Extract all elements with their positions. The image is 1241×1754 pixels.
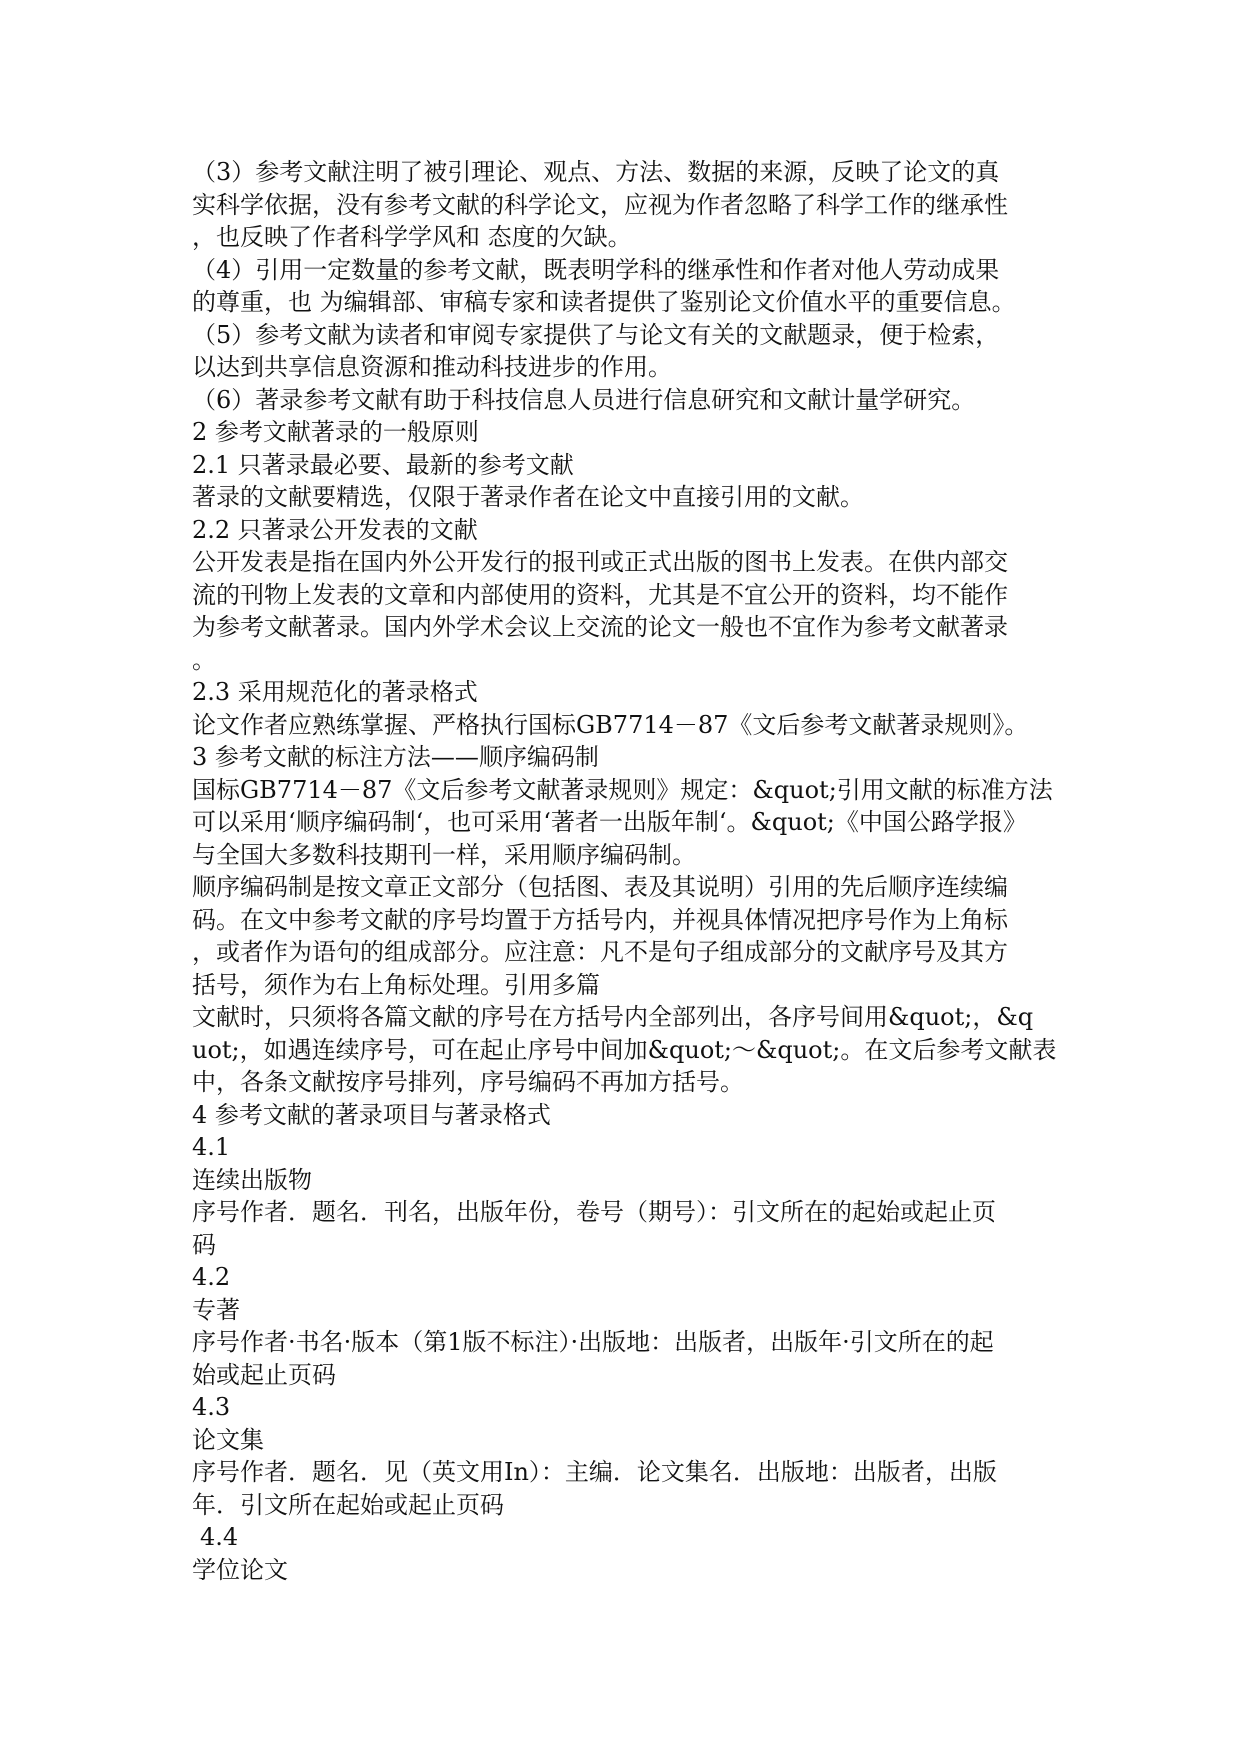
text-line: 的尊重，也 为编辑部、审稿专家和读者提供了鉴别论文价值水平的重要信息。 bbox=[192, 288, 1016, 316]
text-line: 序号作者．题名．刊名，出版年份，卷号（期号）：引文所在的起始或起止页 bbox=[192, 1198, 996, 1226]
text-line: （6）著录参考文献有助于科技信息人员进行信息研究和文献计量学研究。 bbox=[192, 385, 976, 414]
text-line: 中，各条文献按序号排列，序号编码不再加方括号。 bbox=[192, 1068, 744, 1096]
subsection-heading: 2.2 只著录公开发表的文献 bbox=[192, 515, 478, 544]
text-line: uot;，如遇连续序号，可在起止序号中间加&quot;～&quot;。在文后参考文献表 bbox=[192, 1035, 1057, 1064]
subsection-heading: 2.3 采用规范化的著录格式 bbox=[192, 678, 478, 706]
text-line: （5）参考文献为读者和审阅专家提供了与论文有关的文献题录，便于检索， bbox=[192, 320, 1000, 349]
text-line: 国标GB7714－87《文后参考文献著录规则》规定：&quot;引用文献的标准方法 bbox=[192, 775, 1053, 804]
text-line: 论文作者应熟练掌握、严格执行国标GB7714－87《文后参考文献著录规则》。 bbox=[192, 710, 1029, 739]
subsection-title: 专著 bbox=[192, 1295, 240, 1324]
text-line: 序号作者·书名·版本（第1版不标注）·出版地：出版者，出版年·引文所在的起 bbox=[192, 1328, 994, 1356]
text-line: 著录的文献要精选，仅限于著录作者在论文中直接引用的文献。 bbox=[192, 483, 864, 511]
text-line: ，或者作为语句的组成部分。应注意：凡不是句子组成部分的文献序号及其方 bbox=[192, 938, 1008, 966]
subsection-number: 4.3 bbox=[192, 1393, 231, 1421]
subsection-heading: 2.1 只著录最必要、最新的参考文献 bbox=[192, 450, 574, 479]
section-heading: 4 参考文献的著录项目与著录格式 bbox=[192, 1100, 551, 1129]
text-line: ，也反映了作者科学学风和 态度的欠缺。 bbox=[192, 223, 632, 251]
text-line: 以达到共享信息资源和推动科技进步的作用。 bbox=[192, 353, 672, 381]
text-line: 可以采用‘顺序编码制‘，也可采用‘著者一出版年制‘。&quot;《中国公路学报》 bbox=[192, 808, 1027, 836]
text-line: 。 bbox=[192, 645, 216, 674]
section-heading: 3 参考文献的标注方法——顺序编码制 bbox=[192, 743, 599, 771]
subsection-title: 连续出版物 bbox=[192, 1165, 312, 1194]
subsection-title: 论文集 bbox=[192, 1425, 264, 1454]
text-line: 为参考文献著录。国内外学术会议上交流的论文一般也不宜作为参考文献著录 bbox=[192, 613, 1008, 641]
text-line: 始或起止页码 bbox=[192, 1360, 336, 1389]
text-line: 括号，须作为右上角标处理。引用多篇 bbox=[192, 970, 600, 999]
text-line: 文献时，只须将各篇文献的序号在方括号内全部列出，各序号间用&quot;，&q bbox=[192, 1003, 1034, 1031]
text-line: （4）引用一定数量的参考文献，既表明学科的继承性和作者对他人劳动成果 bbox=[192, 255, 1000, 284]
text-line: 序号作者．题名．见（英文用In）：主编．论文集名．出版地：出版者，出版 bbox=[192, 1458, 997, 1486]
text-line: 公开发表是指在国内外公开发行的报刊或正式出版的图书上发表。在供内部交 bbox=[192, 548, 1008, 576]
text-line: 实科学依据，没有参考文献的科学论文，应视为作者忽略了科学工作的继承性 bbox=[192, 190, 1008, 219]
section-heading: 2 参考文献著录的一般原则 bbox=[192, 418, 479, 446]
text-line: （3）参考文献注明了被引理论、观点、方法、数据的来源，反映了论文的真 bbox=[192, 158, 1000, 186]
text-line: 码。在文中参考文献的序号均置于方括号内，并视具体情况把序号作为上角标 bbox=[192, 905, 1008, 934]
text-line: 流的刊物上发表的文章和内部使用的资料，尤其是不宜公开的资料，均不能作 bbox=[192, 580, 1008, 609]
subsection-title: 学位论文 bbox=[192, 1555, 288, 1584]
subsection-number: 4.1 bbox=[192, 1133, 231, 1161]
text-line: 与全国大多数科技期刊一样，采用顺序编码制。 bbox=[192, 840, 696, 869]
text-line: 年．引文所在起始或起止页码 bbox=[192, 1490, 504, 1519]
document-body bbox=[192, 156, 1057, 1586]
subsection-number: 4.2 bbox=[192, 1263, 231, 1291]
subsection-number: 4.4 bbox=[200, 1523, 239, 1551]
text-line: 顺序编码制是按文章正文部分（包括图、表及其说明）引用的先后顺序连续编 bbox=[192, 873, 1008, 901]
text-line: 码 bbox=[192, 1230, 216, 1259]
